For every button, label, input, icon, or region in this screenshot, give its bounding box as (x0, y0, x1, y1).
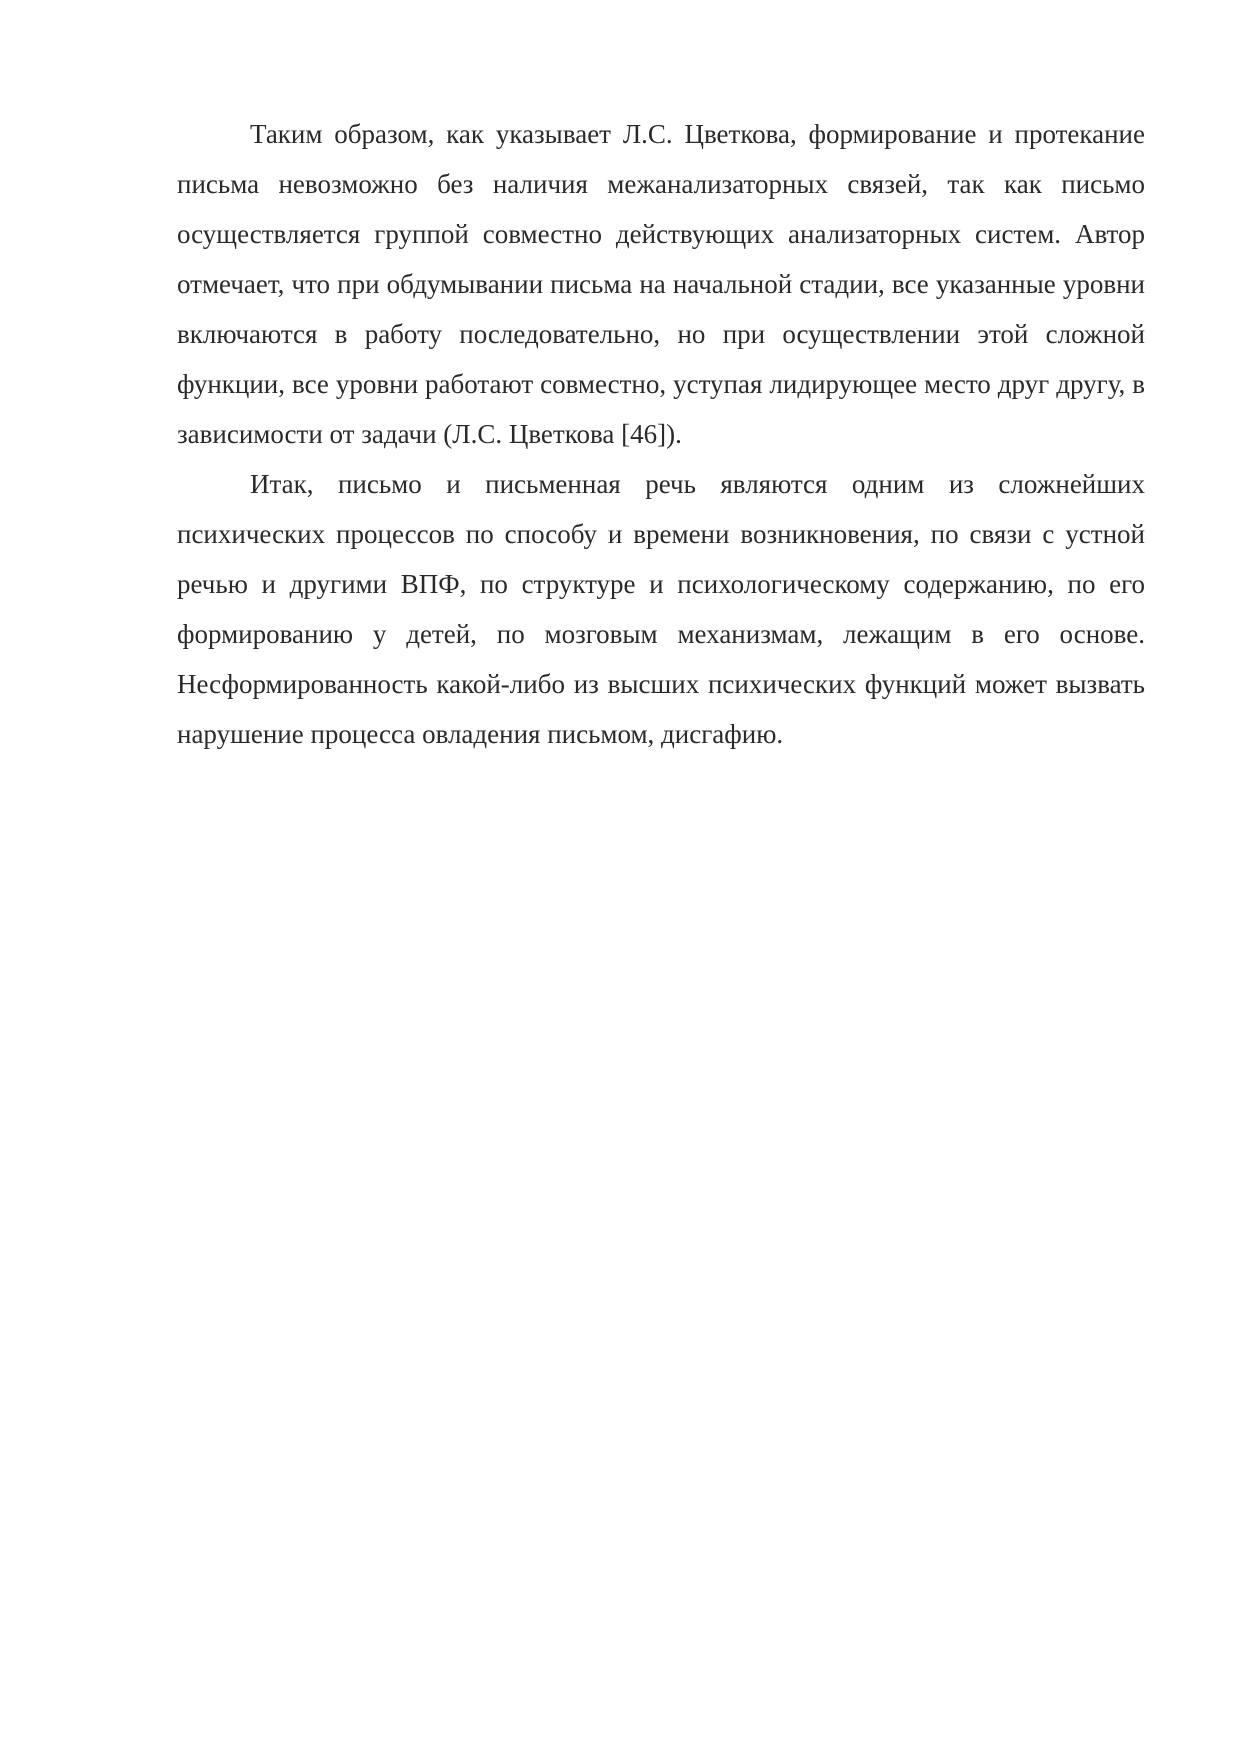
paragraph-1: Таким образом, как указывает Л.С. Цветкова, формирование и протекание письма невозможно без наличия межанализаторных связей, так как письмо осуществляется группой совместно действующих анализаторных систем. Автор отмечает, что при обдумывании письма на начальной стадии, все указанные уровни включаются в работу последовательно, но при осуществлении этой сложной функции, все уровни работают совместно, уступая лидирующее место друг другу, в зависимости от задачи (Л.С. Цветкова [46]). (177, 119, 1145, 449)
paragraph-2: Итак, письмо и письменная речь являются одним из сложнейших психических процессов по способу и времени возникновения, по связи с устной речью и другими ВПФ, по структуре и психологическому содержанию, по его формированию у детей, по мозговым механизмам, лежащим в его основе. Несформированность какой-либо из высших психических функций может вызвать нарушение процесса овладения письмом, дисгафию. (177, 469, 1145, 749)
body-text (177, 109, 1145, 759)
